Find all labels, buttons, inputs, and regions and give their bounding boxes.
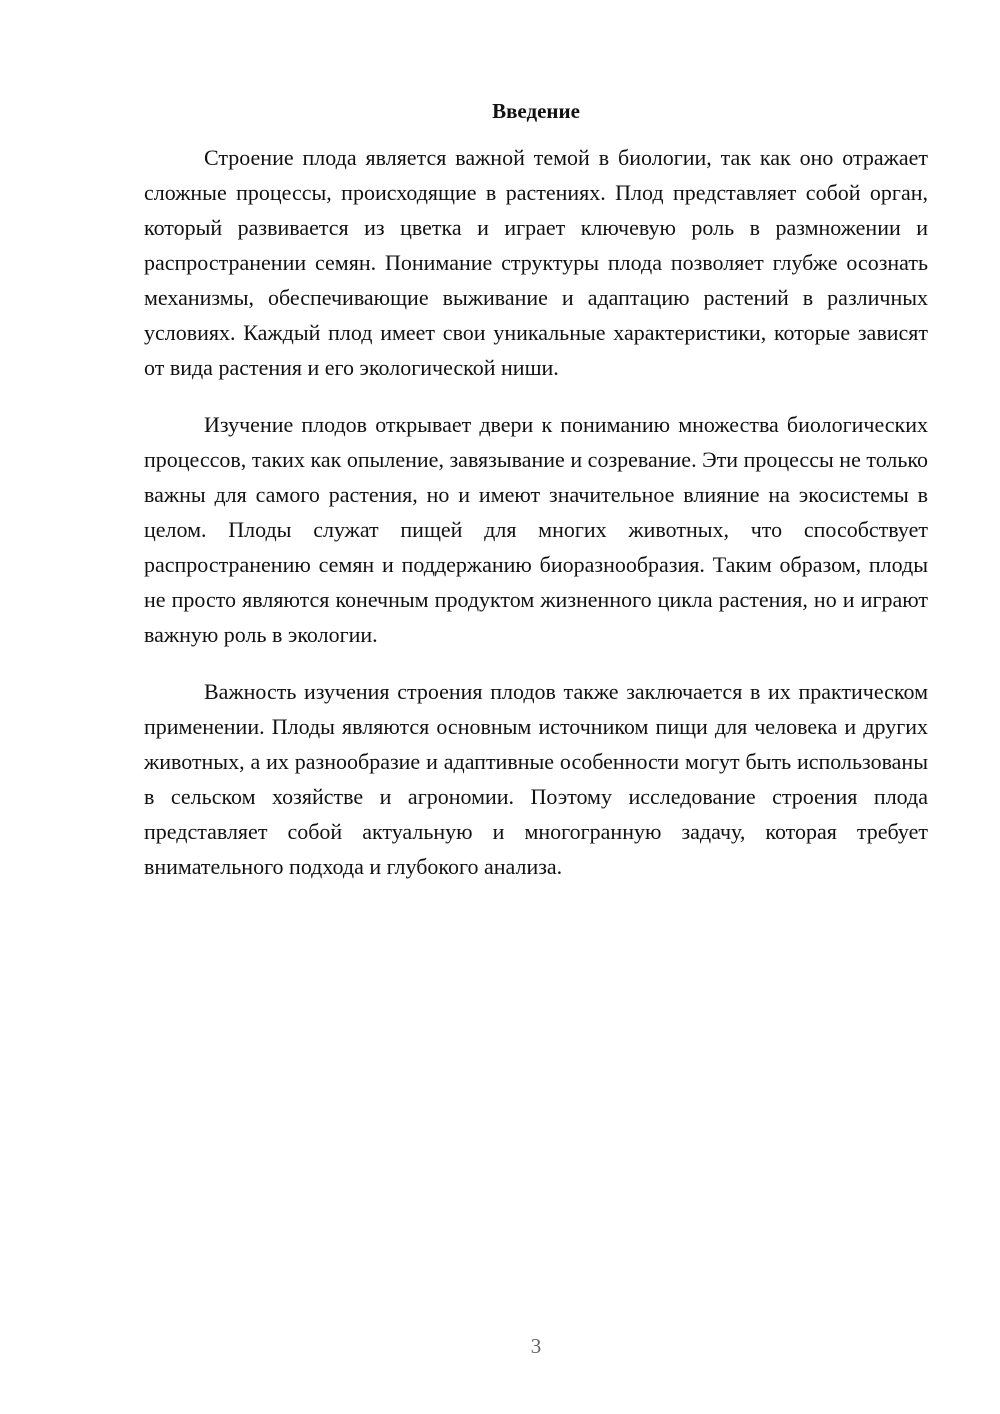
paragraph-1: Строение плода является важной темой в биологии, так как оно отражает сложные процессы, происходящие в растениях. Плод представляет собой орган, который развивается из цветка и играет ключевую роль в размножении и распространении семян. Понимание структуры плода позволяет глубже осознать механизмы, обеспечивающие выживание и адаптацию растений в различных условиях. Каждый плод имеет свои уникальные характеристики, которые зависят от вида растения и его экологической ниши.	[144, 145, 928, 380]
page-content	[144, 96, 928, 906]
paragraph-2: Изучение плодов открывает двери к пониманию множества биологических процессов, таких как опыление, завязывание и созревание. Эти процессы не только важны для самого растения, но и имеют значительное влияние на экосистемы в целом. Плоды служат пищей для многих животных, что способствует распространению семян и поддержанию биоразнообразия. Таким образом, плоды не просто являются конечным продуктом жизненного цикла растения, но и играют важную роль в экологии.	[144, 412, 928, 647]
section-title: Введение	[492, 99, 580, 123]
page-number: 3	[530, 1334, 542, 1358]
paragraph-3: Важность изучения строения плодов также заключается в их практическом применении. Плоды являются основным источником пищи для человека и других животных, а их разнообразие и адаптивные особенности могут быть использованы в сельском хозяйстве и агрономии. Поэтому исследование строения плода представляет собой актуальную и многогранную задачу, которая требует внимательного подхода и глубокого анализа.	[144, 679, 928, 879]
